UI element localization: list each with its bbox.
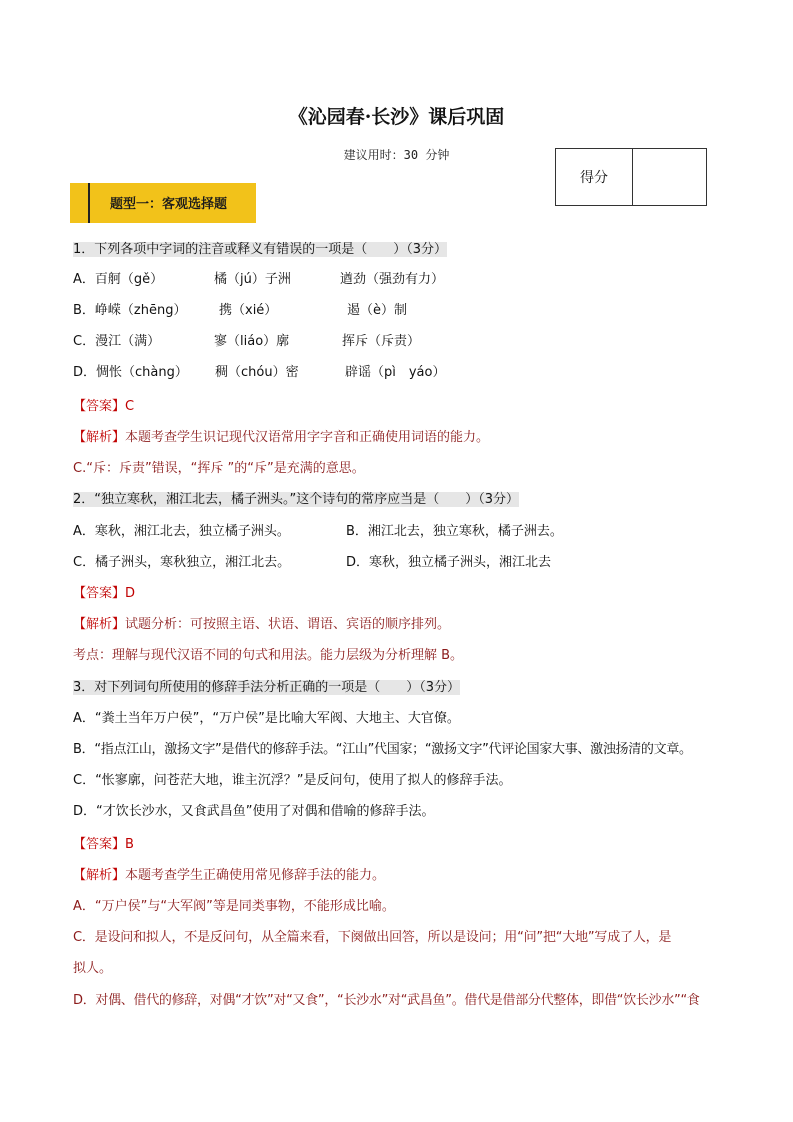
q3-analysis: 【解析】本题考查学生正确使用常见修辞手法的能力。	[73, 868, 386, 883]
q1-option-c: C．漫江（满）	[73, 334, 161, 349]
q1-option-d-3: 辟谣（pì yáo）	[345, 365, 446, 380]
section-title: 题型一：客观选择题	[110, 197, 228, 212]
q3-option-d: D．“才饮长沙水，又食武昌鱼”使用了对偶和借喻的修辞手法。	[73, 804, 435, 819]
q1-option-a: A．百舸（gě）	[73, 272, 164, 287]
q2-option-d: D．寒秋，独立橘子洲头，湘江北去	[346, 555, 552, 570]
q3-note-c: C．是设问和拟人，不是反问句，从全篇来看，下阕做出回答，所以是设问；用“问”把“大地”写成了人，是	[73, 930, 672, 945]
q3-option-b: B．“指点江山，激扬文字”是借代的修辞手法。“江山”代国家；“激扬文字”代评论国家大事、激浊扬清的文章。	[73, 742, 692, 757]
q2-option-a: A．寒秋，湘江北去，独立橘子洲头。	[73, 524, 290, 539]
q1-answer: 【答案】C	[73, 399, 135, 414]
q2-note: 考点：理解与现代汉语不同的句式和用法。能力层级为分析理解 B。	[73, 648, 464, 663]
q3-note-c-cont: 拟人。	[73, 961, 113, 976]
q1-option-b-3: 遏（è）制	[347, 303, 407, 318]
q1-option-a-3: 遒劲（强劲有力）	[340, 272, 445, 287]
score-value	[633, 149, 706, 205]
question-3-stem: 3．对下列词句所使用的修辞手法分析正确的一项是（ ）（3分）	[73, 680, 461, 695]
q2-option-b: B．湘江北去，独立寒秋，橘子洲去。	[346, 524, 563, 539]
q1-option-b: B．峥嵘（zhēng）	[73, 303, 187, 318]
q1-option-c-2: 寥（liáo）廓	[214, 334, 290, 349]
q3-answer: 【答案】B	[73, 837, 134, 852]
q1-analysis: 【解析】本题考查学生识记现代汉语常用字字音和正确使用词语的能力。	[73, 430, 490, 445]
q1-option-c-3: 挥斥（斥责）	[342, 334, 421, 349]
q2-option-c: C．橘子洲头，寒秋独立，湘江北去。	[73, 555, 291, 570]
q3-note-a: A．“万户侯”与“大军阀”等是同类事物，不能形成比喻。	[73, 899, 395, 914]
q1-option-a-2: 橘（jú）子洲	[214, 272, 291, 287]
q3-option-c: C．“怅寥廓，问苍茫大地，谁主沉浮？”是反问句，使用了拟人的修辞手法。	[73, 773, 512, 788]
q1-option-b-2: 携（xié）	[219, 303, 278, 318]
suggested-time: 建议用时：30 分钟	[343, 148, 450, 162]
q1-option-d-2: 稠（chóu）密	[215, 365, 299, 380]
q2-analysis: 【解析】试题分析：可按照主语、状语、谓语、宾语的顺序排列。	[73, 617, 451, 632]
page-title: 《沁园春·长沙》课后巩固	[288, 106, 505, 128]
question-1-stem: 1．下列各项中字词的注音或释义有错误的一项是（ ）（3分）	[73, 242, 448, 257]
banner-edge	[88, 183, 90, 223]
q1-note: C.“斥：斥责”错误，“挥斥 ”的“斥”是充满的意思。	[73, 461, 365, 476]
score-label: 得分	[556, 149, 633, 205]
section-banner	[70, 183, 256, 223]
q1-option-d: D．惆怅（chàng）	[73, 365, 188, 380]
score-box	[555, 148, 707, 206]
q3-note-d: D．对偶、借代的修辞，对偶“才饮”对“又食”，“长沙水”对“武昌鱼”。借代是借部分代整体，即借“饮长沙水”“食	[73, 993, 700, 1008]
q2-answer: 【答案】D	[73, 586, 136, 601]
q3-option-a: A．“粪土当年万户侯”，“万户侯”是比喻大军阀、大地主、大官僚。	[73, 711, 460, 726]
question-2-stem: 2．“独立寒秋，湘江北去，橘子洲头。”这个诗句的常序应当是（ ）（3分）	[73, 492, 520, 507]
